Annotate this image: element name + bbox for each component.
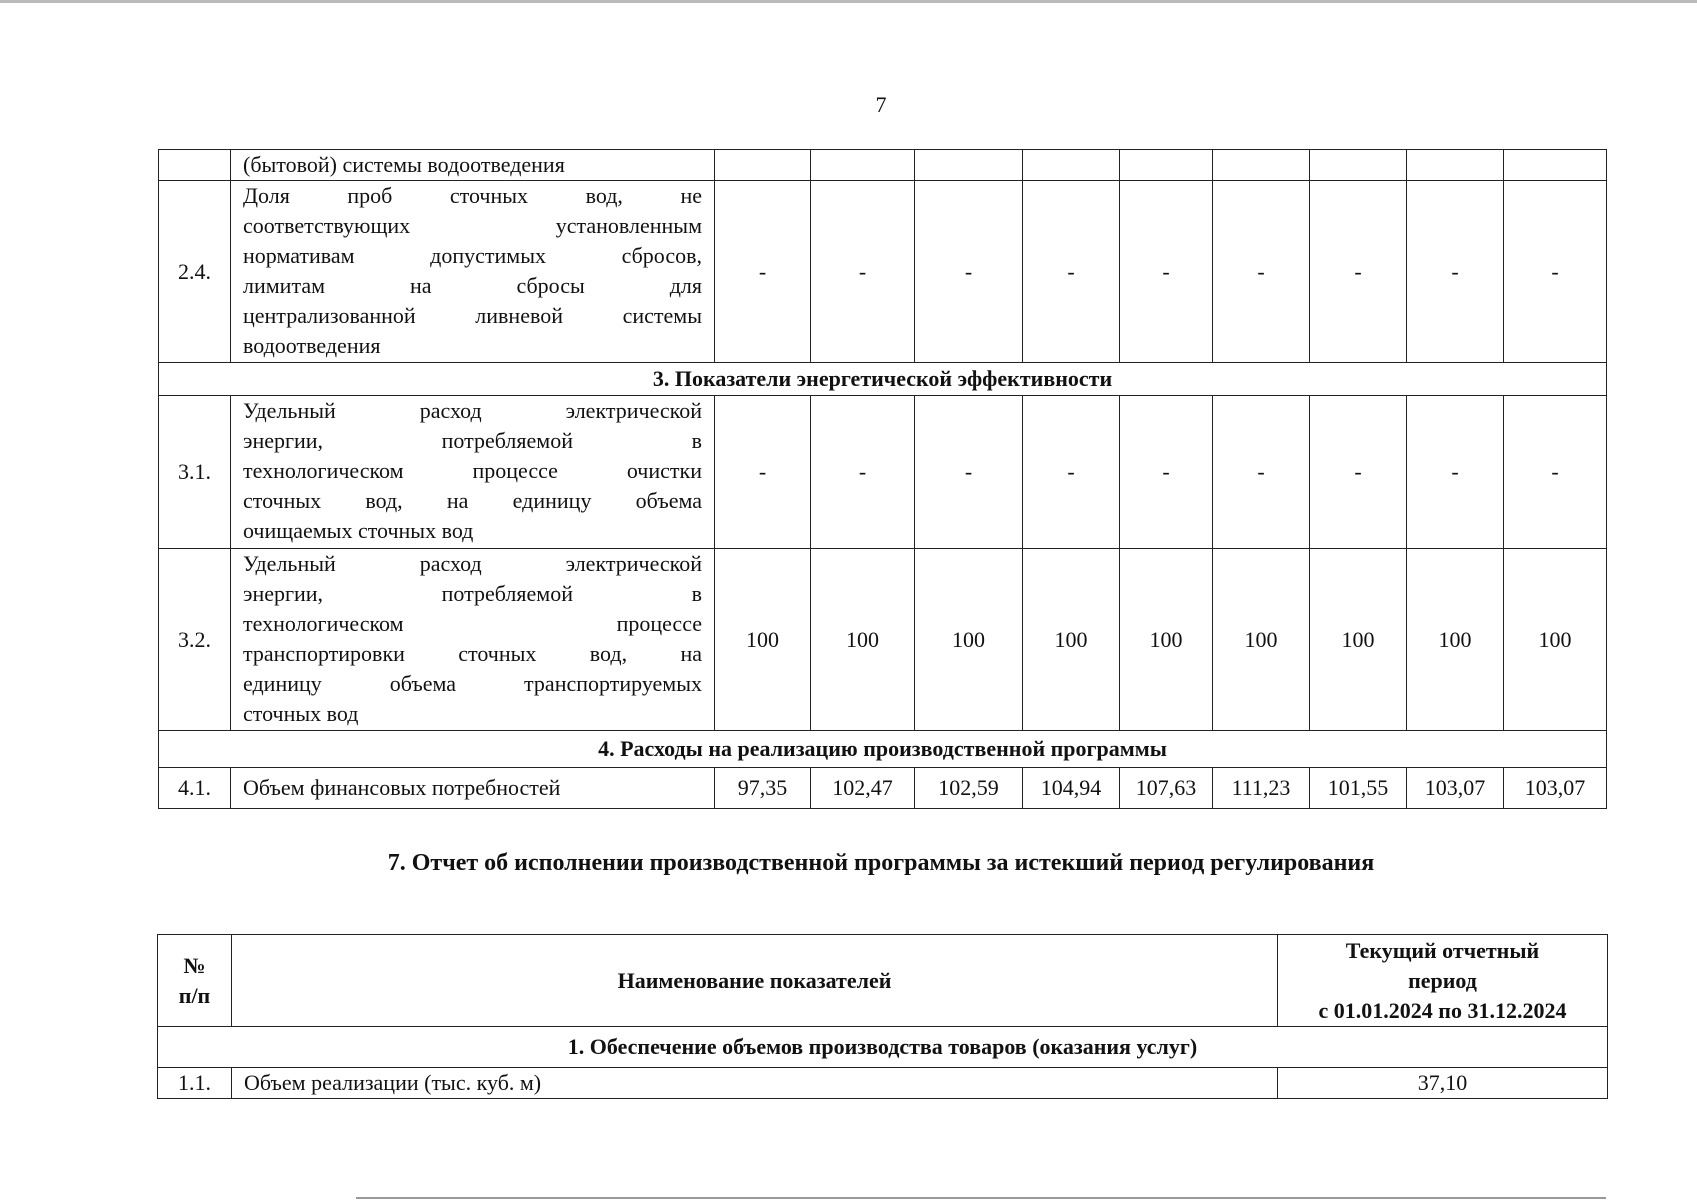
value-cell-6: 111,23 [1213, 768, 1310, 809]
value-cell-7: 100 [1310, 549, 1407, 731]
value-cell-8 [1407, 150, 1504, 181]
description-line: лимитам на сбросы для [243, 273, 702, 298]
row-indicator-name: Объем реализации (тыс. куб. м) [232, 1068, 1278, 1099]
value-cell-2 [811, 150, 915, 181]
header-period-line-1: Текущий отчетный [1345, 937, 1540, 963]
value-cell-2: 100 [811, 549, 915, 731]
value-cell-2: - [811, 181, 915, 363]
value-cell-5: - [1120, 181, 1213, 363]
row-number: 3.1. [159, 396, 231, 549]
row-description [231, 768, 715, 809]
value-cell-5: 107,63 [1120, 768, 1213, 809]
indicators-table [158, 149, 1607, 809]
value-cell-3 [915, 150, 1023, 181]
header-number: № п/п [158, 935, 232, 1027]
table-row [159, 396, 1607, 549]
description-line: энергии, потребляемой в [243, 581, 702, 606]
report-section-row [158, 1027, 1608, 1068]
description-line: централизованной ливневой системы [243, 303, 702, 328]
value-cell-6: 100 [1213, 549, 1310, 731]
value-cell-3: - [915, 181, 1023, 363]
description-line: технологическом процессе очистки [243, 458, 702, 483]
value-cell-4: 100 [1023, 549, 1120, 731]
description-line: Объем финансовых потребностей [243, 775, 561, 800]
value-cell-9 [1504, 150, 1607, 181]
value-cell-1: - [715, 396, 811, 549]
description-line: транспортировки сточных вод, на [243, 641, 702, 666]
value-cell-7: - [1310, 396, 1407, 549]
value-cell-4: - [1023, 396, 1120, 549]
section-title: 4. Расходы на реализацию производственной программы [159, 731, 1607, 768]
value-cell-9: 100 [1504, 549, 1607, 731]
value-cell-1: 97,35 [715, 768, 811, 809]
description-line: очищаемых сточных вод [243, 518, 474, 543]
row-number: 2.4. [159, 181, 231, 363]
row-value: 37,10 [1278, 1068, 1608, 1099]
value-cell-9: 103,07 [1504, 768, 1607, 809]
page-number: 7 [875, 92, 887, 117]
value-cell-2: 102,47 [811, 768, 915, 809]
description-line: водоотведения [243, 333, 381, 358]
table-row [159, 549, 1607, 731]
value-cell-1: - [715, 181, 811, 363]
value-cell-9: - [1504, 396, 1607, 549]
description-line: (бытовой) системы водоотведения [243, 152, 565, 177]
scan-bottom-edge [356, 1197, 1606, 1199]
value-cell-7: - [1310, 181, 1407, 363]
row-number [159, 150, 231, 181]
value-cell-3: 102,59 [915, 768, 1023, 809]
header-indicator-name: Наименование показателей [232, 935, 1278, 1027]
description-line: нормативам допустимых сбросов, [243, 243, 702, 268]
value-cell-5: - [1120, 396, 1213, 549]
header-reporting-period [1278, 935, 1608, 1027]
description-line: Удельный расход электрической [243, 398, 702, 423]
value-cell-2: - [811, 396, 915, 549]
description-line: Удельный расход электрической [243, 551, 702, 576]
value-cell-5: 100 [1120, 549, 1213, 731]
value-cell-9: - [1504, 181, 1607, 363]
description-line: соответствующих установленным [243, 213, 702, 238]
row-description [231, 396, 715, 549]
row-description [231, 549, 715, 731]
description-line: единицу объема транспортируемых [243, 671, 702, 696]
value-cell-8: - [1407, 396, 1504, 549]
table-row [158, 1068, 1608, 1099]
row-number: 1.1. [158, 1068, 232, 1099]
value-cell-4: 104,94 [1023, 768, 1120, 809]
section-title: 3. Показатели энергетической эффективности [159, 363, 1607, 396]
report-table-header-row [158, 935, 1608, 1027]
row-description [231, 181, 715, 363]
value-cell-4 [1023, 150, 1120, 181]
value-cell-3: - [915, 396, 1023, 549]
value-cell-6 [1213, 150, 1310, 181]
description-line: энергии, потребляемой в [243, 428, 702, 453]
description-line: сточных вод [243, 701, 359, 726]
value-cell-5 [1120, 150, 1213, 181]
scan-top-edge [0, 0, 1697, 3]
section-row [159, 363, 1607, 396]
value-cell-3: 100 [915, 549, 1023, 731]
row-number: 3.2. [159, 549, 231, 731]
table-row [159, 150, 1607, 181]
description-line: сточных вод, на единицу объема [243, 488, 702, 513]
value-cell-8: 100 [1407, 549, 1504, 731]
section-row [159, 731, 1607, 768]
table-row [159, 768, 1607, 809]
row-description [231, 150, 715, 181]
value-cell-1: 100 [715, 549, 811, 731]
value-cell-6: - [1213, 181, 1310, 363]
report-section-title: 1. Обеспечение объемов производства товаров (оказания услуг) [158, 1027, 1608, 1068]
table-row [159, 181, 1607, 363]
value-cell-7 [1310, 150, 1407, 181]
section-7-title: 7. Отчет об исполнении производственной программы за истекший период регулирования [387, 850, 1375, 876]
description-line: технологическом процессе [243, 611, 702, 636]
report-table [157, 934, 1608, 1099]
header-period-line-2: период [1408, 967, 1477, 993]
value-cell-8: 103,07 [1407, 768, 1504, 809]
value-cell-7: 101,55 [1310, 768, 1407, 809]
value-cell-1 [715, 150, 811, 181]
value-cell-8: - [1407, 181, 1504, 363]
value-cell-6: - [1213, 396, 1310, 549]
header-period-line-3: с 01.01.2024 по 31.12.2024 [1318, 997, 1567, 1023]
description-line: Доля проб сточных вод, не [243, 183, 702, 208]
row-number: 4.1. [159, 768, 231, 809]
value-cell-4: - [1023, 181, 1120, 363]
